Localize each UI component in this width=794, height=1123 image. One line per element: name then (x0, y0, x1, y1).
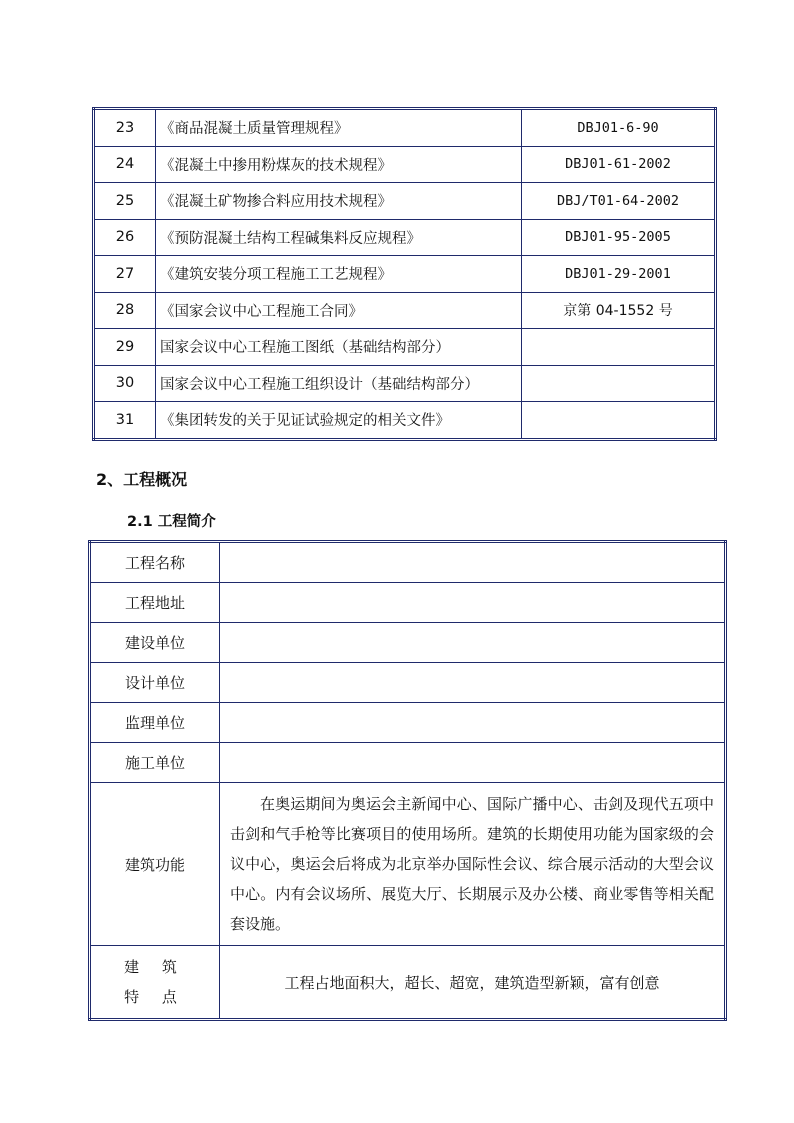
section-heading: 2、工程概况 (96, 470, 188, 489)
standard-row (94, 219, 716, 256)
function-row (90, 783, 726, 946)
standard-number: 30 (94, 365, 156, 402)
overview-row (90, 663, 726, 703)
overview-row (90, 623, 726, 663)
standard-row (94, 256, 716, 293)
overview-label: 工程名称 (90, 542, 220, 583)
standard-code: DBJ01-61-2002 (522, 146, 716, 183)
project-overview-table (88, 540, 727, 1021)
feature-row (90, 946, 726, 1020)
standard-row (94, 402, 716, 440)
standard-name: 国家会议中心工程施工图纸（基础结构部分） (156, 329, 522, 366)
standard-code: DBJ01-95-2005 (522, 219, 716, 256)
overview-label: 工程地址 (90, 583, 220, 623)
overview-value (220, 663, 726, 703)
standard-name: 《混凝土矿物掺合料应用技术规程》 (156, 183, 522, 220)
standard-code (522, 329, 716, 366)
standard-name: 《国家会议中心工程施工合同》 (156, 292, 522, 329)
overview-value (220, 542, 726, 583)
overview-value (220, 623, 726, 663)
function-label: 建筑功能 (90, 783, 220, 946)
standard-row (94, 365, 716, 402)
subsection-heading: 2.1 工程简介 (127, 514, 216, 530)
overview-label: 施工单位 (90, 743, 220, 783)
standard-name: 国家会议中心工程施工组织设计（基础结构部分） (156, 365, 522, 402)
standard-code: DBJ01-6-90 (522, 109, 716, 147)
overview-row (90, 743, 726, 783)
overview-label: 监理单位 (90, 703, 220, 743)
overview-label: 设计单位 (90, 663, 220, 703)
standard-number: 27 (94, 256, 156, 293)
standard-row (94, 329, 716, 366)
standard-name: 《建筑安装分项工程施工工艺规程》 (156, 256, 522, 293)
standard-code (522, 365, 716, 402)
standard-name: 《预防混凝土结构工程碱集料反应规程》 (156, 219, 522, 256)
standard-code: DBJ01-29-2001 (522, 256, 716, 293)
standard-row (94, 146, 716, 183)
standard-number: 31 (94, 402, 156, 440)
standard-number: 26 (94, 219, 156, 256)
feature-label-line-2: 特 点 (124, 988, 186, 1006)
standard-name: 《混凝土中掺用粉煤灰的技术规程》 (156, 146, 522, 183)
overview-row (90, 542, 726, 583)
standard-number: 29 (94, 329, 156, 366)
overview-row (90, 583, 726, 623)
overview-row (90, 703, 726, 743)
standard-name: 《商品混凝土质量管理规程》 (156, 109, 522, 147)
feature-label-line-1: 建 筑 (124, 958, 186, 976)
standard-row (94, 183, 716, 220)
overview-label: 建设单位 (90, 623, 220, 663)
standard-code: DBJ/T01-64-2002 (522, 183, 716, 220)
overview-value (220, 583, 726, 623)
standard-row (94, 109, 716, 147)
feature-text: 工程占地面积大，超长、超宽，建筑造型新颖，富有创意 (220, 946, 726, 1020)
standard-number: 28 (94, 292, 156, 329)
standards-table (92, 107, 717, 441)
function-text: 在奥运期间为奥运会主新闻中心、国际广播中心、击剑及现代五项中击剑和气手枪等比赛项目的使用场所。建筑的长期使用功能为国家级的会议中心，奥运会后将成为北京举办国际性会议、综合展示活动的大型会议中心。内有会议场所、展览大厅、长期展示及办公楼、商业零售等相关配套设施。 (220, 783, 726, 946)
standard-code: 京第 04-1552 号 (522, 292, 716, 329)
standard-name: 《集团转发的关于见证试验规定的相关文件》 (156, 402, 522, 440)
overview-value (220, 703, 726, 743)
feature-label (90, 946, 220, 1020)
standard-code (522, 402, 716, 440)
overview-value (220, 743, 726, 783)
standard-row (94, 292, 716, 329)
standard-number: 25 (94, 183, 156, 220)
standard-number: 24 (94, 146, 156, 183)
standard-number: 23 (94, 109, 156, 147)
